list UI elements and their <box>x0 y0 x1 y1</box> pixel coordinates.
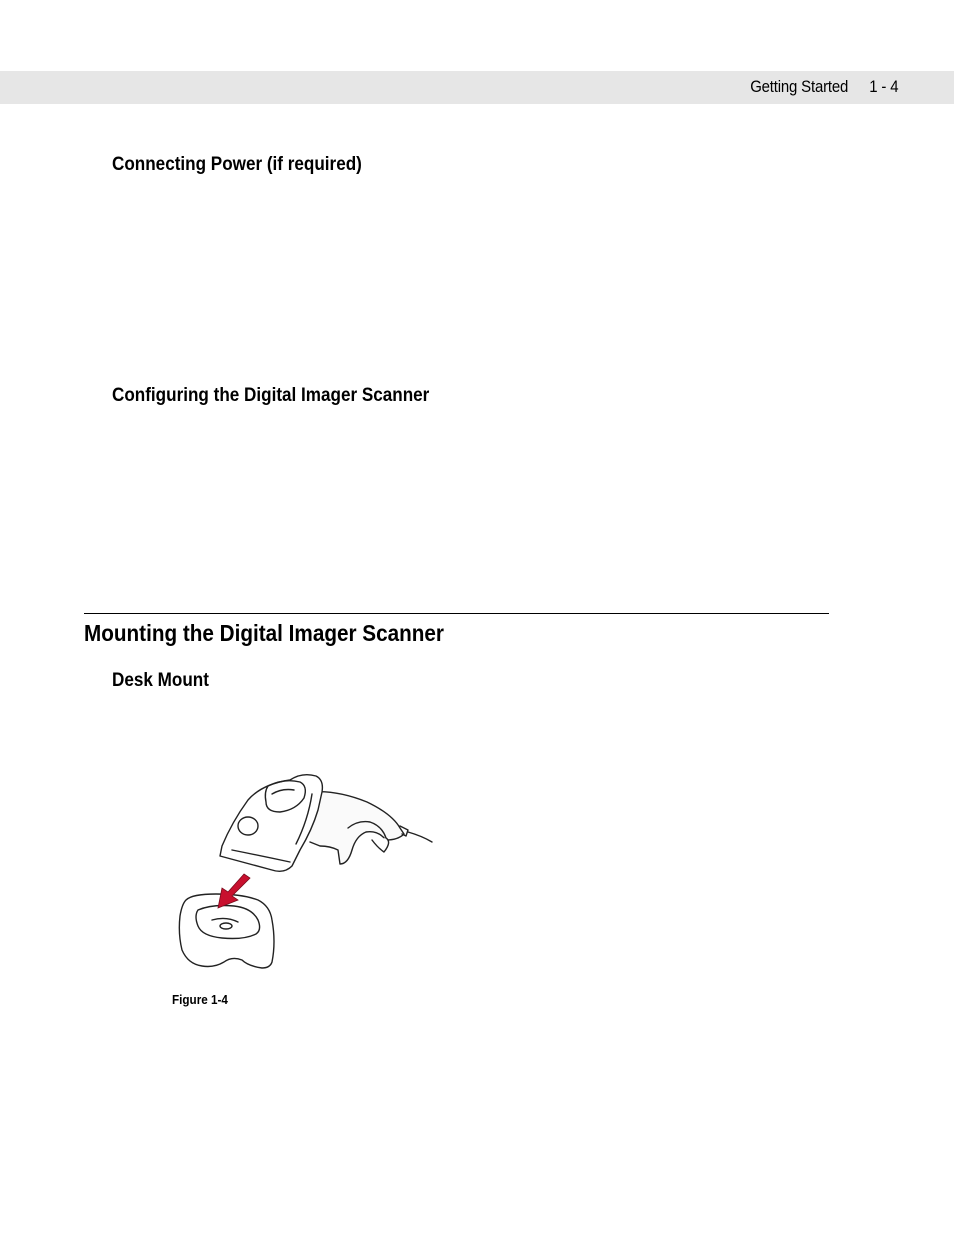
page-number: 1 - 4 <box>868 77 898 96</box>
heading-connecting-power: Connecting Power (if required) <box>112 154 362 175</box>
running-header <box>750 77 898 97</box>
section-divider <box>84 613 829 614</box>
figure-caption: Figure 1-4 <box>172 992 228 1007</box>
heading-mounting: Mounting the Digital Imager Scanner <box>84 620 444 646</box>
heading-desk-mount: Desk Mount <box>112 670 209 691</box>
header-section-title: Getting Started <box>749 77 848 96</box>
scanner-cradle-illustration <box>172 770 440 978</box>
heading-configuring: Configuring the Digital Imager Scanner <box>112 385 430 406</box>
